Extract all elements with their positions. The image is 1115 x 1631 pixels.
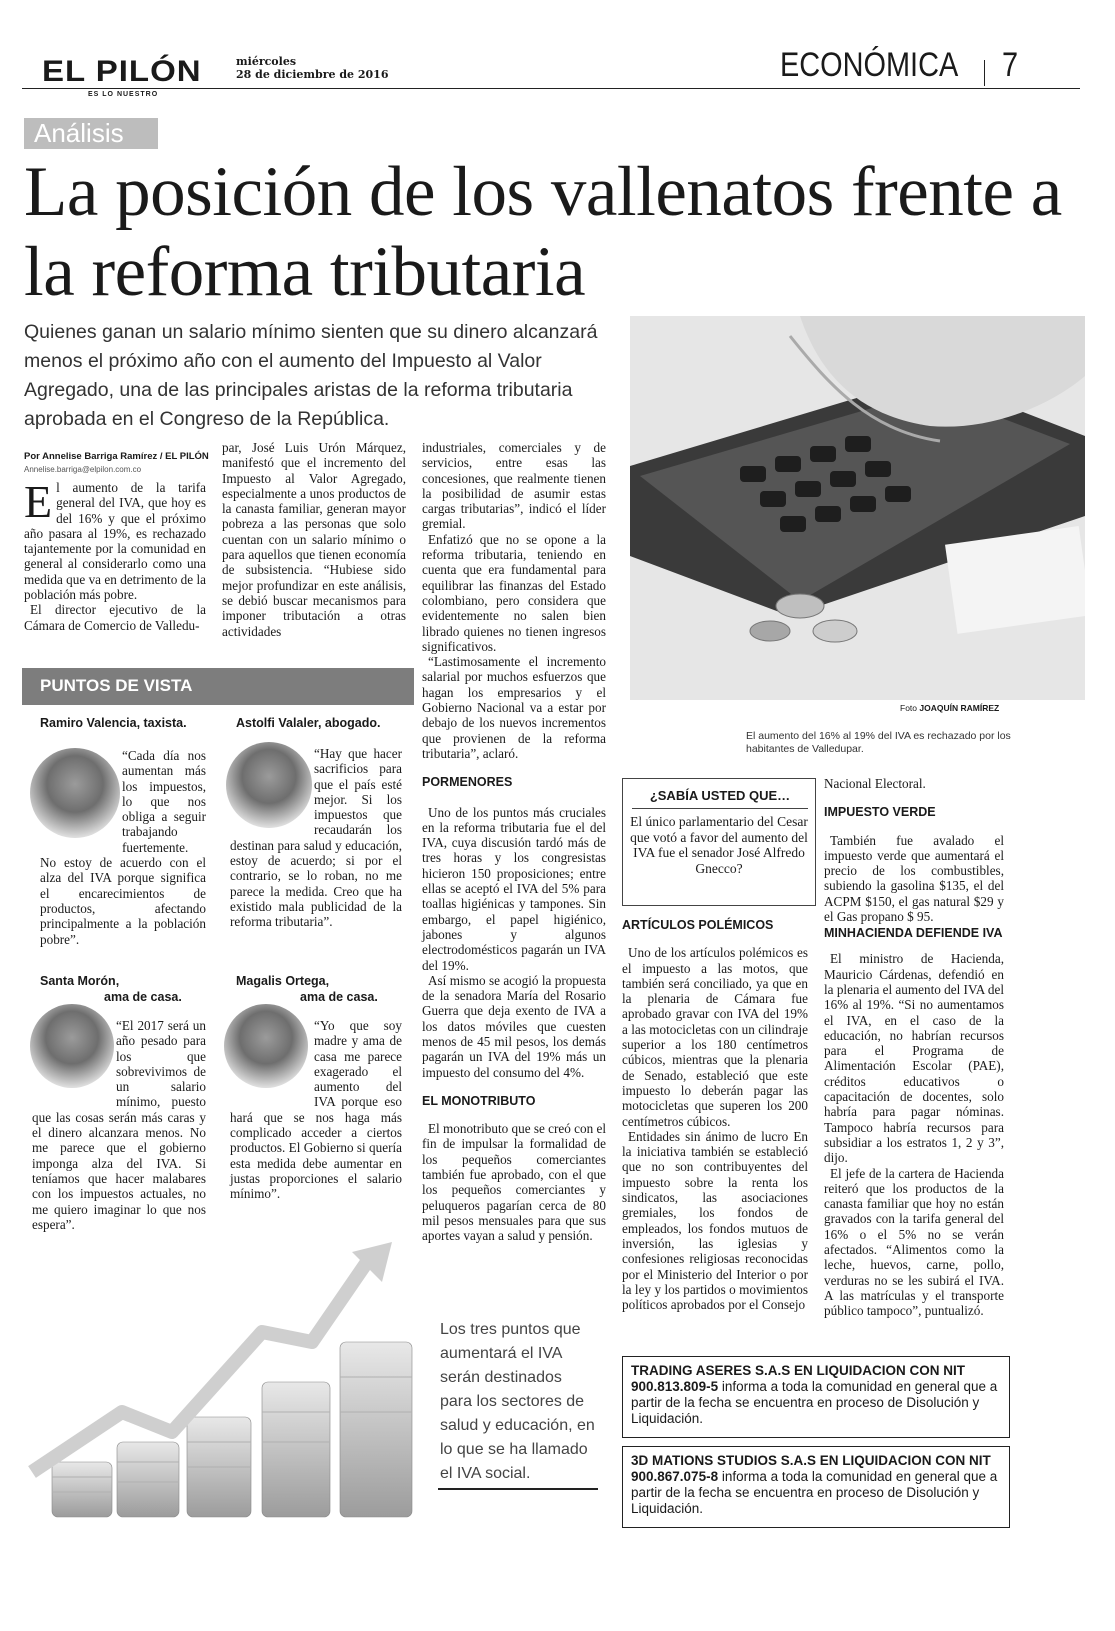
opinion-role: ama de casa. (300, 990, 378, 1004)
opinion-quote (230, 1018, 402, 1202)
page-number: 7 (1002, 46, 1019, 84)
subhead-pormenores: PORMENORES (422, 775, 513, 790)
opinion-quote-text: “Cada día nos aumentan más los impuestos, lo que nos obliga a seguir trabajando fuertemente. No estoy de acuerdo con el alza del IVA porque significa el encarecimientos de productos, afectando principalmente a la población pobre”. (40, 748, 206, 947)
notice-text: informa a toda la comunidad en general que a partir de la fecha se encuentra en proceso de Disolución y Liquidación. (631, 1469, 998, 1516)
byline: Por Annelise Barriga Ramírez / EL PILÓN (24, 451, 209, 462)
subhead-monotributo: EL MONOTRIBUTO (422, 1093, 536, 1108)
notice-text: informa a toda la comunidad en general que a partir de la fecha se encuentra en proceso de Disolución y Liquidación. (631, 1379, 998, 1426)
photo-caption: El aumento del 16% al 19% del IVA es rechazado por los habitantes de Valledupar. (746, 730, 1011, 755)
article-paragraph: Entidades sin ánimo de lucro En la iniciativa también se estableció que no son contribuyentes del impuesto sobre la renta los sindicatos, las asociaciones gremiales, los fondos de empleados, los fondos mutuos de inversión, las iglesias y confesiones religiosas reconocidas por el Ministerio del Interior o por la ley y los partidos o movimientos políticos aprobados por el Consejo (622, 1128, 808, 1313)
opinion-name: Astolfi Valaler, abogado. (236, 716, 381, 730)
sabia-usted-que-text: El único parlamentario del Cesar que votó a favor del aumento del IVA fue el senador José Alfredo Gnecco? (630, 814, 808, 876)
avatar-spacer (230, 1018, 314, 1102)
article-paragraph: También fue avalado el impuesto verde que aumentará el precio de los combustibles, subiendo la gasolina $135, el del ACPM $150, el gas natural $29 y el Gas propano $ 95. (824, 832, 1004, 925)
opinion-name: Magalis Ortega, (236, 974, 330, 988)
article-column-3 (422, 440, 606, 1244)
calculator-illustration (630, 316, 1085, 700)
subhead-minhacienda: MINHACIENDA DEFIENDE IVA (824, 926, 1003, 941)
subhead-impuesto-verde: IMPUESTO VERDE (824, 805, 936, 820)
article-paragraph: Enfatizó que no se opone a la reforma tributaria, teniendo en cuenta que era fundamental para equilibrar las finanzas del Estado colombiano, pero considera que evidentemente no salen bien librado quienes no tienen ingresos significativos. (422, 531, 606, 654)
header-rule (22, 88, 1080, 89)
calculator-photo (630, 316, 1085, 700)
article-paragraph: Uno de los artículos polémicos es el impuesto a las motos, que también será conciliado, ya que en la plenaria de Cámara fue aprobado gravar con IVA del 19% a las motocicletas con un cilindraje superior a los 180 centímetros cúbicos, mientras que la plenaria de Senado, estableció que este impuesto lo deberán pagar las motocicletas que superen los 200 centímetros cúbicos. (622, 945, 808, 1129)
article-paragraph: El monotributo que se creó con el fin de impulsar la formalidad de los pequeños comerciantes también fue aprobado, con el que los pequeños comerciantes y peluqueros pagarían cerca de 80 mil pesos mensuales para que sus aportes vayan a salud y pensión. (422, 1121, 606, 1244)
drop-cap: E (24, 476, 53, 527)
author-email: Annelise.barriga@elpilon.com.co (24, 465, 142, 474)
masthead-logo: EL PILÓN (42, 53, 202, 88)
opinion-quote-text: “Yo que soy madre y ama de casa me parece exagerado el aumento del IVA porque eso hará que se nos haga más complicado acceder a ciertos productos. El Gobierno si quería esta medida debe aumentar en justas proporciones el salario mínimo”. (230, 1018, 402, 1202)
article-paragraph: industriales, comerciales y de servicios, entre esas las concesiones, que realmente tienen la posibilidad de asumir estas cargas tributarias”, indicó el líder gremial. (422, 440, 606, 532)
pull-quote: Los tres puntos que aumentará el IVA serán destinados para los sectores de salud y educación, en lo que se ha llamado el IVA social. (440, 1321, 595, 1482)
article-paragraph: El director ejecutivo de la Cámara de Comercio de Valledu- (24, 602, 206, 633)
article-paragraph: El jefe de la cartera de Hacienda reiteró que los productos de la canasta familiar que hoy no están gravados con la tarifa general del 16% o el 5% no se verán afectados. “Alimentos como la leche, huevos, carne, pollo, verduras no se les subirá el IVA. A las matrículas y el transporte público tampoco”, puntualizó. (824, 1165, 1004, 1319)
article-paragraph: Nacional Electoral. (824, 776, 926, 791)
article-intro: l aumento de la tarifa general del IVA, que hoy es del 16% y que el próximo año pasara al 19%, es rechazado tajantemente por la comunidad en general al considerarlo como una medida que va en detrimento de la población más pobre. (24, 480, 206, 603)
article-lede: Quienes ganan un salario mínimo sienten que su dinero alcanzará menos el próximo año con el aumento del Impuesto al Valor Agregado, una de las principales aristas de la reforma tributaria aprobada en el Congreso de la República. (24, 321, 598, 430)
section-name: ECONÓMICA (780, 46, 959, 84)
opinion-quote (32, 1018, 206, 1232)
opinion-name: Ramiro Valencia, taxista. (40, 716, 187, 730)
article-paragraph: Uno de los puntos más cruciales en la reforma tributaria fue el del IVA, cuya discusión tardó más de tres horas y los congresistas hicieron 150 proposiciones; entre ellas se aceptó el IVA del 5% para toallas higiénicas y tampones. Sin embargo, el papel higiénico, jabones y algunos electrodomésticos pagarán un IVA del 19%. (422, 804, 606, 973)
coins-growth-illustration (22, 1242, 432, 1522)
opinion-role: ama de casa. (104, 990, 182, 1004)
opinion-quote-text: “El 2017 será un año pesado para los que sobrevivimos de un salario mínimo, puesto que las cosas serán más caras y el dinero alcanzara menos. No me parece que el gobierno imponga alza del IVA. Si teníamos que hacer malabares con los impuestos actuales, no me quiero imaginar lo que nos espera”. (32, 1018, 206, 1232)
sabia-usted-que-title: ¿SABÍA USTED QUE… (649, 788, 791, 803)
pull-quote-rule (438, 1488, 598, 1490)
page-separator (984, 60, 985, 86)
article-column-2 (222, 440, 406, 639)
opinion-quote-text: “Hay que hacer sacrificios para que el país esté mejor. Si los impuestos que recaudarán los destinan para salud y educación, estoy de acuerdo; si por el contrario, se lo roban, no me parece la medida. Creo que ha existido mala publicidad de la reforma tributaria”. (230, 746, 402, 930)
subhead-polemicos: ARTÍCULOS POLÉMICOS (622, 918, 774, 932)
article-column-5 (622, 918, 808, 1312)
article-paragraph: Así mismo se acogió la propuesta de la senadora María del Rosario Guerra que deja exento de IVA a los datos móviles que cuesten menos de 45 mil pesos, los demás pagarán un IVA del 19% más un impuesto del consumo del 4%. (422, 972, 606, 1080)
masthead-weekday: miércoles (236, 55, 297, 68)
avatar-spacer (32, 1018, 116, 1106)
photo-credit-name: JOAQUÍN RAMÍREZ (919, 703, 1000, 713)
opinion-name: Santa Morón, (40, 974, 120, 988)
coins-growth-chart-icon (22, 1242, 432, 1522)
article-paragraph: par, José Luis Urón Márquez, manifestó que el incremento del Impuesto al Valor Agregado, especialmente a unos productos de la canasta familiar, generan mayor pobreza a las personas que solo cuentan con un salario mínimo o para aquellos que tienen economía de subsistencia. “Hubiese sido mejor profundizar en este análisis, se debió buscar mecanismos para imponer tributación a otras actividades (222, 440, 406, 639)
notice-company: TRADING ASERES S.A.S EN LIQUIDACION CON NIT 900.813.809-5 (631, 1363, 966, 1394)
photo-credit-prefix: Foto (900, 703, 918, 713)
masthead-slogan: ES LO NUESTRO (88, 91, 159, 98)
avatar-spacer (40, 748, 122, 840)
puntos-de-vista-title: PUNTOS DE VISTA (40, 676, 193, 695)
photo-credit (900, 703, 999, 713)
article-paragraph: El ministro de Hacienda, Mauricio Cárdenas, defendió en la plenaria el aumento del IVA del 16% al 19%. “Si no aumentamos el IVA, en el caso de la educación, no habrían recursos para el Programa de Alimentación Escolar (PAE), créditos educativos o capacitación de docentes, solo habría para pagar nóminas. Tampoco habría recursos para subsidiar a los estratos 1, 2 y 3”, dijo. (824, 951, 1004, 1166)
opinion-quote (40, 748, 206, 947)
opinion-quote (230, 746, 402, 930)
avatar-spacer (230, 746, 314, 834)
notice-company: 3D MATIONS STUDIOS S.A.S EN LIQUIDACION CON NIT 900.867.075-8 (631, 1453, 991, 1484)
legal-notice (622, 1356, 1010, 1438)
legal-notice (622, 1446, 1010, 1528)
article-title: La posición de los vallenatos frente a la reforma tributaria (24, 153, 1062, 311)
sabia-divider (632, 808, 808, 809)
masthead-date (236, 55, 389, 81)
article-column-6 (824, 776, 1004, 1319)
article-paragraph: “Lastimosamente el incremento salarial por muchos esfuerzos que hagan los empresarios y el Gobierno Nacional va a estar por debajo de los nuevos incrementos que provienen de la reforma tributaria”, aclaró. (422, 654, 606, 761)
masthead-full-date: 28 de diciembre de 2016 (236, 68, 389, 81)
article-column-1 (24, 476, 206, 633)
article-tag: Análisis (24, 118, 158, 149)
